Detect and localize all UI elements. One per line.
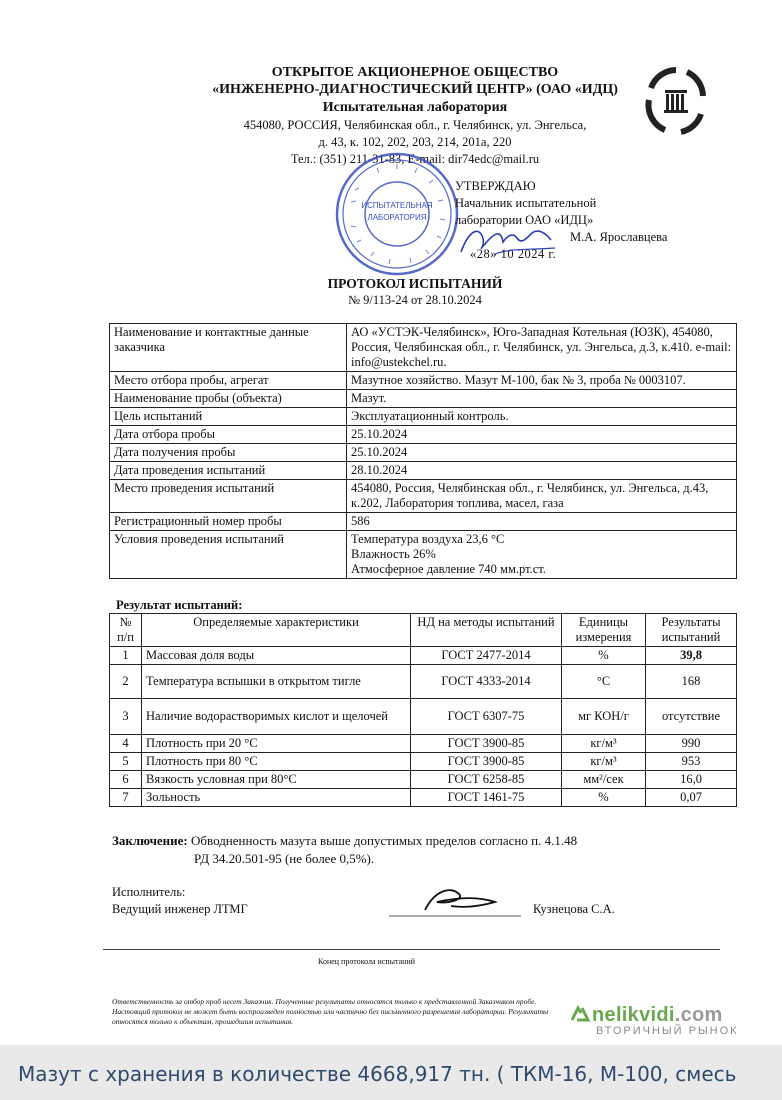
result-characteristic: Вязкость условная при 80°С — [142, 771, 411, 789]
info-label: Место проведения испытаний — [110, 480, 347, 513]
recycle-icon — [568, 1004, 592, 1024]
info-row — [110, 324, 737, 372]
info-value: 586 — [347, 513, 737, 531]
org-header — [150, 64, 680, 98]
result-value: 953 — [646, 753, 737, 771]
disclaimer — [112, 997, 642, 1027]
company-logo-icon — [645, 66, 707, 136]
result-value: 16,0 — [646, 771, 737, 789]
approver-signature-icon — [455, 218, 565, 264]
info-label: Цель испытаний — [110, 408, 347, 426]
result-method: ГОСТ 3900-85 — [411, 735, 562, 753]
result-method: ГОСТ 1461-75 — [411, 789, 562, 807]
result-unit: кг/м³ — [562, 753, 646, 771]
results-header-row — [110, 614, 737, 647]
result-row — [110, 771, 737, 789]
end-of-protocol: Конец протокола испытаний — [318, 957, 416, 966]
conditions-value — [347, 531, 737, 579]
disclaimer-line2: Настоящий протокол не может быть воспроизведен полностью или частично без письменного разрешения лаборатории. Результаты — [112, 1007, 549, 1016]
info-row — [110, 480, 737, 513]
sample-info-table — [109, 323, 737, 579]
executor-name: Кузнецова С.А. — [533, 902, 615, 916]
conditions-row — [110, 531, 737, 579]
contacts-line: Тел.: (351) 211-31-83, E-mail: dir74edc@mail.ru — [290, 152, 540, 166]
conclusion — [112, 832, 732, 868]
info-row — [110, 513, 737, 531]
info-value: 25.10.2024 — [347, 426, 737, 444]
address-line1: 454080, РОССИЯ, Челябинская обл., г. Челябинск, ул. Энгельса, — [243, 118, 587, 132]
info-row — [110, 390, 737, 408]
org-name-line1: ОТКРЫТОЕ АКЦИОНЕРНОЕ ОБЩЕСТВО — [271, 65, 559, 80]
info-value: Мазутное хозяйство. Мазут М-100, бак № 3, проба № 0003107. — [347, 372, 737, 390]
listing-caption: Мазут с хранения в количестве 4668,917 тн. ( ТКМ-16, М-100, смесь — [18, 1062, 737, 1086]
executor-position: Ведущий инженер ЛТМГ — [112, 902, 248, 916]
result-row — [110, 647, 737, 665]
result-characteristic: Наличие водорастворимых кислот и щелочей — [142, 699, 411, 735]
results-title: Результат испытаний: — [116, 598, 243, 612]
result-unit: мг КОН/г — [562, 699, 646, 735]
info-label: Дата получения пробы — [110, 444, 347, 462]
result-number: 1 — [110, 647, 142, 665]
info-label: Дата проведения испытаний — [110, 462, 347, 480]
result-characteristic: Зольность — [142, 789, 411, 807]
result-value: 168 — [646, 665, 737, 699]
info-value: 454080, Россия, Челябинская обл., г. Челябинск, ул. Энгельса, д.43, к.202, Лаборатория топлива, масел, газа — [347, 480, 737, 513]
executor-label: Исполнитель: — [112, 885, 186, 899]
approval-name: М.А. Ярославцева — [570, 230, 668, 244]
result-characteristic: Массовая доля воды — [142, 647, 411, 665]
disclaimer-line3: относятся только к объектам, прошедшим испытания. — [112, 1017, 294, 1026]
conclusion-label: Заключение: — [112, 833, 188, 848]
watermark — [568, 1004, 739, 1037]
results-table — [109, 613, 737, 807]
result-number: 3 — [110, 699, 142, 735]
conditions-humidity: Влажность 26% — [351, 547, 436, 561]
stamp-inner-line1: ИСПЫТАТЕЛЬНАЯ — [361, 201, 433, 210]
result-method: ГОСТ 6307-75 — [411, 699, 562, 735]
info-label: Дата отбора пробы — [110, 426, 347, 444]
approval-title: УТВЕРЖДАЮ — [455, 179, 536, 193]
result-characteristic: Плотность при 80 °С — [142, 753, 411, 771]
watermark-tagline: ВТОРИЧНЫЙ РЫНОК — [596, 1025, 739, 1037]
protocol-heading — [300, 276, 530, 308]
protocol-title: ПРОТОКОЛ ИСПЫТАНИЙ — [327, 276, 503, 291]
result-row — [110, 665, 737, 699]
approval-position-2: лаборатории ОАО «ИДЦ» — [455, 213, 594, 227]
stamp-inner-line2: ЛАБОРАТОРИЯ — [367, 213, 427, 222]
info-row — [110, 408, 737, 426]
result-value: отсутствие — [646, 699, 737, 735]
conclusion-text-1: Обводненность мазута выше допустимых пределов согласно п. 4.1.48 — [191, 833, 578, 848]
conditions-label: Условия проведения испытаний — [110, 531, 347, 579]
info-value: АО «УСТЭК-Челябинск», Юго-Западная Котельная (ЮЗК), 454080, Россия, Челябинская обл., г. Челябинск, ул. Энгельса, д.3, к.410. e-mail: info@ustekchel.ru. — [347, 324, 737, 372]
header-number: № п/п — [110, 614, 142, 647]
result-row — [110, 789, 737, 807]
info-row — [110, 462, 737, 480]
approval-position-1: Начальник испытательной — [455, 196, 597, 210]
header-unit: Единицы измерения — [562, 614, 646, 647]
result-characteristic: Плотность при 20 °С — [142, 735, 411, 753]
info-label: Регистрационный номер пробы — [110, 513, 347, 531]
result-number: 5 — [110, 753, 142, 771]
approval-date: «28» 10 2024 г. — [470, 247, 557, 261]
info-label: Место отбора пробы, агрегат — [110, 372, 347, 390]
result-method: ГОСТ 6258-85 — [411, 771, 562, 789]
result-unit: мм²/сек — [562, 771, 646, 789]
info-row — [110, 444, 737, 462]
org-name-line2: «ИНЖЕНЕРНО-ДИАГНОСТИЧЕСКИЙ ЦЕНТР» (ОАО «ИДЦ) — [212, 82, 618, 97]
result-unit: кг/м³ — [562, 735, 646, 753]
result-number: 7 — [110, 789, 142, 807]
result-number: 2 — [110, 665, 142, 699]
result-value: 39,8 — [646, 647, 737, 665]
header-method: НД на методы испытаний — [411, 614, 562, 647]
watermark-brand — [568, 1004, 739, 1027]
conditions-temperature: Температура воздуха 23,6 °С — [351, 532, 505, 546]
address-line2: д. 43, к. 102, 202, 203, 214, 201а, 220 — [318, 135, 512, 149]
result-number: 4 — [110, 735, 142, 753]
conclusion-text-2: РД 34.20.501-95 (не более 0,5%). — [194, 851, 375, 866]
lab-stamp — [333, 150, 461, 278]
header-characteristic: Определяемые характеристики — [142, 614, 411, 647]
result-method: ГОСТ 3900-85 — [411, 753, 562, 771]
result-row — [110, 735, 737, 753]
watermark-name: nelikvidi — [592, 1004, 675, 1026]
protocol-number: № 9/113-24 от 28.10.2024 — [348, 293, 482, 307]
executor-block — [112, 884, 248, 918]
executor-signature-icon — [385, 884, 525, 924]
result-row — [110, 753, 737, 771]
result-unit: % — [562, 789, 646, 807]
result-value: 0,07 — [646, 789, 737, 807]
result-method: ГОСТ 4333-2014 — [411, 665, 562, 699]
result-row — [110, 699, 737, 735]
divider — [103, 949, 720, 950]
result-unit: % — [562, 647, 646, 665]
info-label: Наименование и контактные данные заказчика — [110, 324, 347, 372]
info-label: Наименование пробы (объекта) — [110, 390, 347, 408]
result-value: 990 — [646, 735, 737, 753]
info-value: Мазут. — [347, 390, 737, 408]
lab-name: Испытательная лаборатория — [322, 100, 508, 115]
watermark-tld: .com — [674, 1004, 723, 1026]
result-method: ГОСТ 2477-2014 — [411, 647, 562, 665]
info-value: 25.10.2024 — [347, 444, 737, 462]
conditions-pressure: Атмосферное давление 740 мм.рт.ст. — [351, 562, 546, 576]
result-characteristic: Температура вспышки в открытом тигле — [142, 665, 411, 699]
info-row — [110, 372, 737, 390]
info-row — [110, 426, 737, 444]
header-result: Результаты испытаний — [646, 614, 737, 647]
disclaimer-line1: Ответственность за отбор проб несет Заказчик. Полученные результаты относятся только к представленной Заказчиком пробе. — [112, 997, 537, 1006]
result-number: 6 — [110, 771, 142, 789]
info-value: Эксплуатационный контроль. — [347, 408, 737, 426]
result-unit: °С — [562, 665, 646, 699]
info-value: 28.10.2024 — [347, 462, 737, 480]
